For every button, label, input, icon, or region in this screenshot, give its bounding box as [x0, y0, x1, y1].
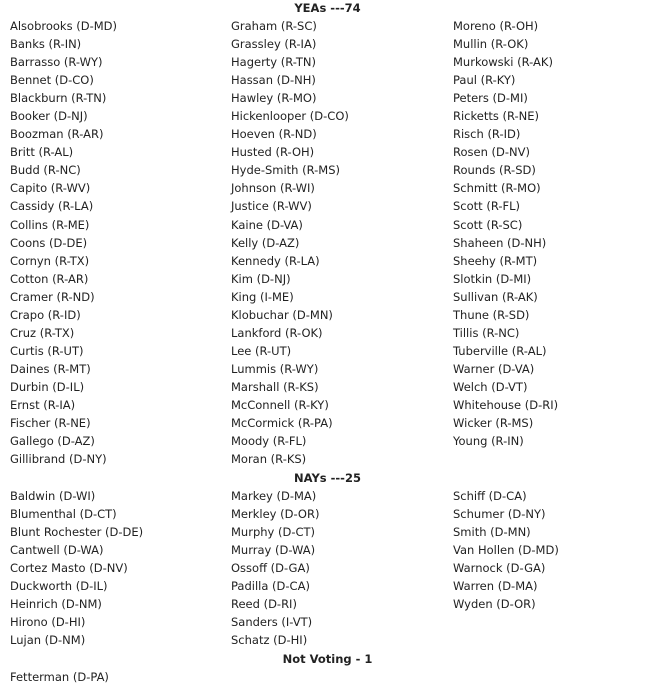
senator-vote-entry: Crapo (R-ID) — [10, 307, 81, 322]
senator-vote-entry: Murkowski (R-AK) — [453, 55, 553, 70]
senator-vote-entry: Moody (R-FL) — [231, 434, 307, 449]
senator-vote-entry: Murphy (D-CT) — [231, 525, 316, 540]
senator-vote-entry: Cotton (R-AR) — [10, 271, 89, 286]
senator-vote-entry: Coons (D-DE) — [10, 235, 88, 250]
senator-vote-entry: Schiff (D-CA) — [453, 489, 527, 503]
senator-vote-entry: Tuberville (R-AL) — [453, 343, 547, 358]
senator-vote-entry: King (I-ME) — [231, 289, 294, 304]
senator-vote-entry: Tillis (R-NC) — [453, 325, 520, 340]
senator-vote-entry: Whitehouse (D-RI) — [453, 397, 559, 412]
senator-vote-entry: Peters (D-MI) — [453, 91, 528, 106]
senator-vote-entry: Van Hollen (D-MD) — [453, 543, 559, 558]
senator-vote-entry: Budd (R-NC) — [10, 163, 81, 178]
nays-column-3 — [453, 487, 559, 613]
senator-vote-entry: Wicker (R-MS) — [453, 416, 534, 431]
senator-vote-entry: Lankford (R-OK) — [231, 325, 323, 340]
senator-vote-entry: Kim (D-NJ) — [231, 271, 291, 286]
senator-vote-entry: Hagerty (R-TN) — [231, 55, 316, 70]
senator-vote-entry: Ossoff (D-GA) — [231, 561, 310, 576]
senator-vote-entry: Rounds (R-SD) — [453, 163, 536, 178]
senator-vote-entry: Blackburn (R-TN) — [10, 91, 107, 106]
senator-vote-entry: Justice (R-WV) — [231, 199, 312, 214]
senator-vote-entry: Kaine (D-VA) — [231, 217, 303, 232]
senator-vote-entry: Wyden (D-OR) — [453, 597, 536, 612]
senator-vote-entry: Hoeven (R-ND) — [231, 127, 317, 142]
senator-vote-entry: Grassley (R-IA) — [231, 37, 317, 52]
senator-vote-entry: Welch (D-VT) — [453, 379, 528, 394]
senator-vote-entry: Lummis (R-WY) — [231, 361, 319, 376]
senator-vote-entry: Schmitt (R-MO) — [453, 181, 541, 196]
senator-vote-entry: Warner (D-VA) — [453, 361, 535, 376]
senator-vote-entry: Murray (D-WA) — [231, 543, 316, 558]
yeas-heading: YEAs ---74 — [294, 1, 361, 15]
senator-vote-entry: McConnell (R-KY) — [231, 397, 329, 412]
senator-vote-entry: Hassan (D-NH) — [231, 73, 316, 88]
senator-vote-entry: Klobuchar (D-MN) — [231, 307, 333, 322]
nays-column-2 — [231, 487, 319, 649]
senator-vote-entry: Rosen (D-NV) — [453, 145, 530, 160]
senator-vote-entry: Husted (R-OH) — [231, 145, 315, 160]
senator-vote-entry: Cornyn (R-TX) — [10, 253, 90, 268]
senator-vote-entry: Britt (R-AL) — [10, 145, 74, 160]
senator-vote-entry: Baldwin (D-WI) — [10, 489, 96, 503]
senator-vote-entry: Booker (D-NJ) — [10, 109, 88, 124]
senator-vote-entry: Bennet (D-CO) — [10, 73, 94, 88]
senator-vote-entry: Reed (D-RI) — [231, 597, 297, 612]
senator-vote-entry: Blunt Rochester (D-DE) — [10, 525, 144, 540]
yeas-column-2 — [231, 17, 349, 468]
nays-column-1 — [10, 487, 143, 649]
senator-vote-entry: Heinrich (D-NM) — [10, 597, 102, 612]
senator-vote-entry: Gallego (D-AZ) — [10, 434, 95, 449]
senator-vote-entry: Warren (D-MA) — [453, 579, 538, 594]
senator-vote-entry: Cassidy (R-LA) — [10, 199, 94, 214]
senator-vote-entry: Risch (R-ID) — [453, 127, 521, 142]
senator-vote-entry: Slotkin (D-MI) — [453, 271, 532, 286]
senator-vote-entry: Merkley (D-OR) — [231, 507, 320, 522]
senator-vote-entry: Hirono (D-HI) — [10, 615, 86, 630]
senator-vote-entry: Alsobrooks (D-MD) — [10, 19, 117, 33]
senator-vote-entry: Paul (R-KY) — [453, 73, 516, 88]
senator-vote-entry: Kelly (D-AZ) — [231, 235, 300, 250]
senator-vote-entry: Duckworth (D-IL) — [10, 579, 108, 594]
senator-vote-entry: Durbin (D-IL) — [10, 379, 85, 394]
senator-vote-entry: Capito (R-WV) — [10, 181, 91, 196]
yeas-column-3 — [453, 17, 558, 450]
nays-heading: NAYs ---25 — [294, 471, 361, 485]
senator-vote-entry: Cramer (R-ND) — [10, 289, 95, 304]
not-voting-heading: Not Voting - 1 — [282, 652, 373, 666]
senator-vote-entry: Collins (R-ME) — [10, 217, 90, 232]
senator-vote-entry: Cortez Masto (D-NV) — [10, 561, 128, 576]
senator-vote-entry: Markey (D-MA) — [231, 489, 317, 503]
senator-vote-entry: Moran (R-KS) — [231, 452, 307, 467]
senator-vote-entry: Lee (R-UT) — [231, 343, 292, 358]
senator-vote-entry: Boozman (R-AR) — [10, 127, 104, 142]
senator-vote-entry: Moreno (R-OH) — [453, 19, 539, 33]
senator-vote-entry: Hyde-Smith (R-MS) — [231, 163, 340, 178]
senator-vote-entry: Schatz (D-HI) — [231, 633, 308, 648]
yeas-column-1 — [10, 17, 117, 468]
senator-vote-entry: Graham (R-SC) — [231, 19, 317, 33]
senator-vote-entry: Fischer (R-NE) — [10, 416, 91, 431]
senator-vote-entry: Scott (R-FL) — [453, 199, 521, 214]
senator-vote-entry: McCormick (R-PA) — [231, 416, 333, 431]
senator-vote-entry: Sanders (I-VT) — [231, 615, 313, 630]
senator-vote-entry: Curtis (R-UT) — [10, 343, 84, 358]
senator-vote-entry: Ricketts (R-NE) — [453, 109, 540, 124]
senator-vote-entry: Cantwell (D-WA) — [10, 543, 104, 558]
senator-vote-entry: Warnock (D-GA) — [453, 561, 546, 576]
senator-vote-entry: Hawley (R-MO) — [231, 91, 317, 106]
senator-vote-entry: Daines (R-MT) — [10, 361, 91, 376]
not-voting-column-1 — [10, 668, 109, 686]
senator-vote-entry: Padilla (D-CA) — [231, 579, 310, 594]
senator-vote-entry: Shaheen (D-NH) — [453, 235, 547, 250]
senator-vote-entry: Mullin (R-OK) — [453, 37, 529, 52]
senator-vote-entry: Smith (D-MN) — [453, 525, 531, 540]
senator-vote-entry: Sullivan (R-AK) — [453, 289, 538, 304]
senator-vote-entry: Ernst (R-IA) — [10, 397, 76, 412]
senator-vote-entry: Thune (R-SD) — [453, 307, 530, 322]
senator-vote-entry: Blumenthal (D-CT) — [10, 507, 117, 522]
senator-vote-entry: Cruz (R-TX) — [10, 325, 75, 340]
senator-vote-entry: Barrasso (R-WY) — [10, 55, 103, 70]
senator-vote-entry: Johnson (R-WI) — [231, 181, 315, 196]
senator-vote-entry: Schumer (D-NY) — [453, 507, 546, 522]
senator-vote-entry: Sheehy (R-MT) — [453, 253, 538, 268]
senator-vote-entry: Banks (R-IN) — [10, 37, 82, 52]
senator-vote-entry: Fetterman (D-PA) — [10, 670, 109, 684]
senator-vote-entry: Young (R-IN) — [453, 434, 524, 449]
senator-vote-entry: Kennedy (R-LA) — [231, 253, 320, 268]
senator-vote-entry: Lujan (D-NM) — [10, 633, 86, 648]
senator-vote-entry: Marshall (R-KS) — [231, 379, 319, 394]
senator-vote-entry: Hickenlooper (D-CO) — [231, 109, 349, 124]
senator-vote-entry: Scott (R-SC) — [453, 217, 523, 232]
senator-vote-entry: Gillibrand (D-NY) — [10, 452, 107, 467]
